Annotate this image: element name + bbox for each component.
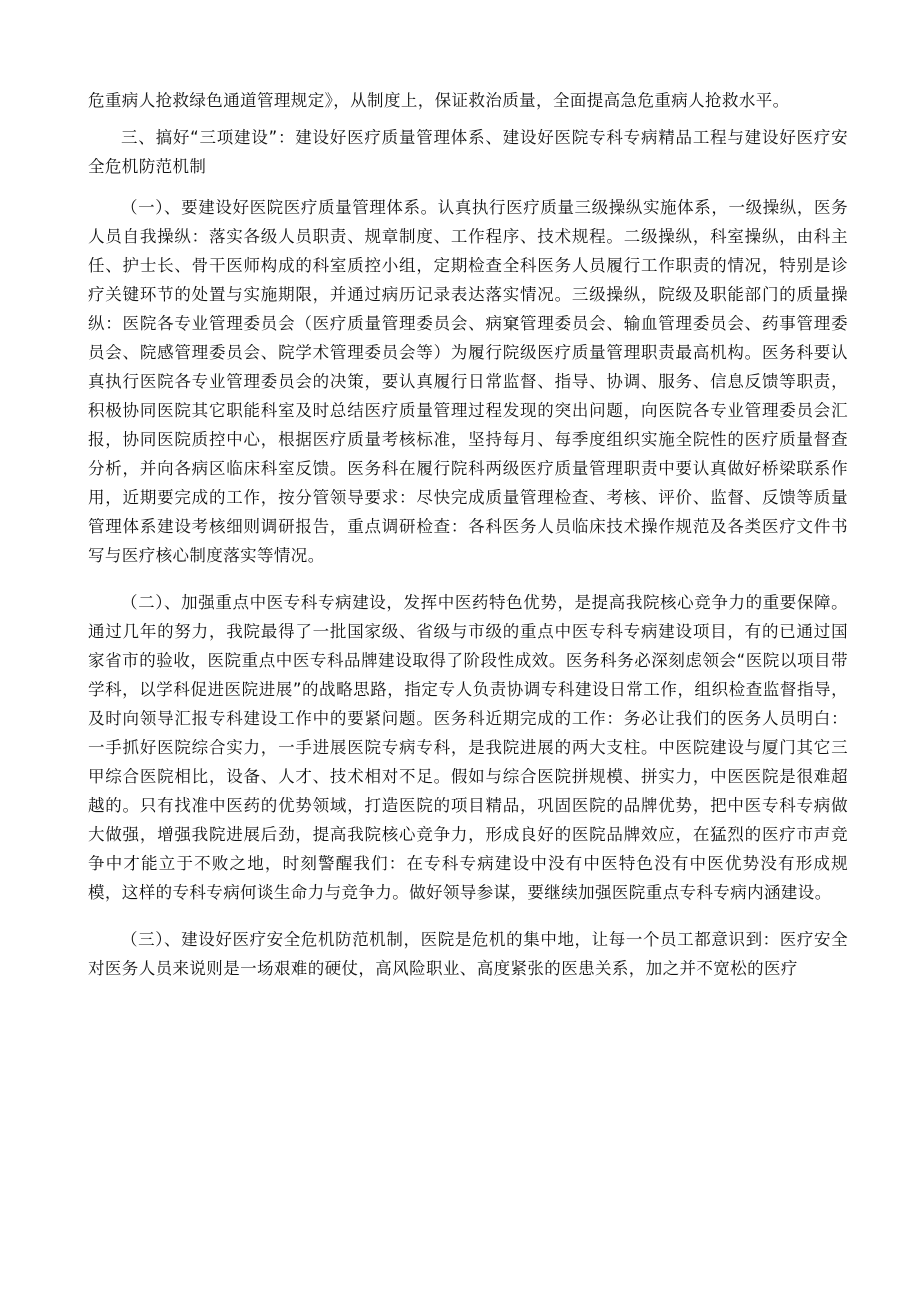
document-page (88, 86, 848, 983)
paragraph-item-one: （一）、要建设好医院医疗质量管理体系。认真执行医疗质量三级操纵实施体系，一级操纵，医务人员自我操纵：落实各级人员职责、规章制度、工作程序、技术规程。二级操纵，科室操纵，由科主任、护士长、骨干医师构成的科室质控小组，定期检查全科医务人员履行工作职责的情况，特别是诊疗关键环节的处置与实施期限，并通过病历记录表达落实情况。三级操纵，院级及职能部门的质量操纵：医院各专业管理委员会（医疗质量管理委员会、病窠管理委员会、输血管理委员会、药事管理委员会、院感管理委员会、院学术管理委员会等）为履行院级医疗质量管理职责最高机构。医务科要认真执行医院各专业管理委员会的决策，要认真履行日常监督、指导、协调、服务、信息反馈等职责，积极协同医院其它职能科室及时总结医疗质量管理过程发现的突出问题，向医院各专业管理委员会汇报，协同医院质控中心，根据医疗质量考核标准，坚持每月、每季度组织实施全院性的医疗质量督查分析，并向各病区临床科室反馈。医务科在履行院科两级医疗质量管理职责中要认真做好桥梁联系作用，近期要完成的工作，按分管领导要求：尽快完成质量管理检查、考核、评价、监督、反馈等质量管理体系建设考核细则调研报告，重点调研检查：各科医务人员临床技术操作规范及各类医疗文件书写与医疗核心制度落实等情况。 (88, 198, 848, 565)
spacer (88, 181, 848, 193)
spacer (88, 907, 848, 925)
paragraph-item-three: （三）、建设好医疗安全危机防范机制，医院是危机的集中地，让每一个员工都意识到：医疗安全对医务人员来说则是一场艰难的硬仗，高风险职业、高度紧张的医患关系，加之并不宽松的医疗 (88, 930, 848, 978)
spacer (88, 570, 848, 588)
paragraph-item-two: （二）、加强重点中医专科专病建设，发挥中医药特色优势，是提高我院核心竞争力的重要保障。通过几年的努力，我院最得了一批国家级、省级与市级的重点中医专科专病建设项目，有的已通过国家省市的验收，医院重点中医专科品牌建设取得了阶段性成效。医务科务必深刻虑领会“医院以项目带学科，以学科促进医院进展”的战略思路，指定专人负责协调专科建设日常工作，组织检查监督指导，及时向领导汇报专科建设工作中的要紧问题。医务科近期完成的工作：务必让我们的医务人员明白：一手抓好医院综合实力，一手进展医院专病专科，是我院进展的两大支柱。中医院建设与厦门其它三甲综合医院相比，设备、人才、技术相对不足。假如与综合医院拼规模、拼实力，中医医院是很难超越的。只有找准中医药的优势领域，打造医院的项目精品，巩固医院的品牌优势，把中医专科专病做大做强，增强我院进展后劲，提高我院核心竞争力，形成良好的医院品牌效应，在猛烈的医疗市声竞争中才能立于不败之地，时刻警醒我们：在专科专病建设中没有中医特色没有中医优势没有形成规模，这样的专科专病何谈生命力与竞争力。做好领导参谋，要继续加强医院重点专科专病内涵建设。 (88, 593, 848, 902)
section-heading-three: 三、搞好“三项建设”：建设好医疗质量管理体系、建设好医院专科专病精品工程与建设好医疗安全危机防范机制 (88, 128, 848, 176)
paragraph-continuation: 危重病人抢救绿色通道管理规定》，从制度上，保证救治质量，全面提高急危重病人抢救水平。 (88, 91, 790, 110)
spacer (88, 115, 848, 123)
